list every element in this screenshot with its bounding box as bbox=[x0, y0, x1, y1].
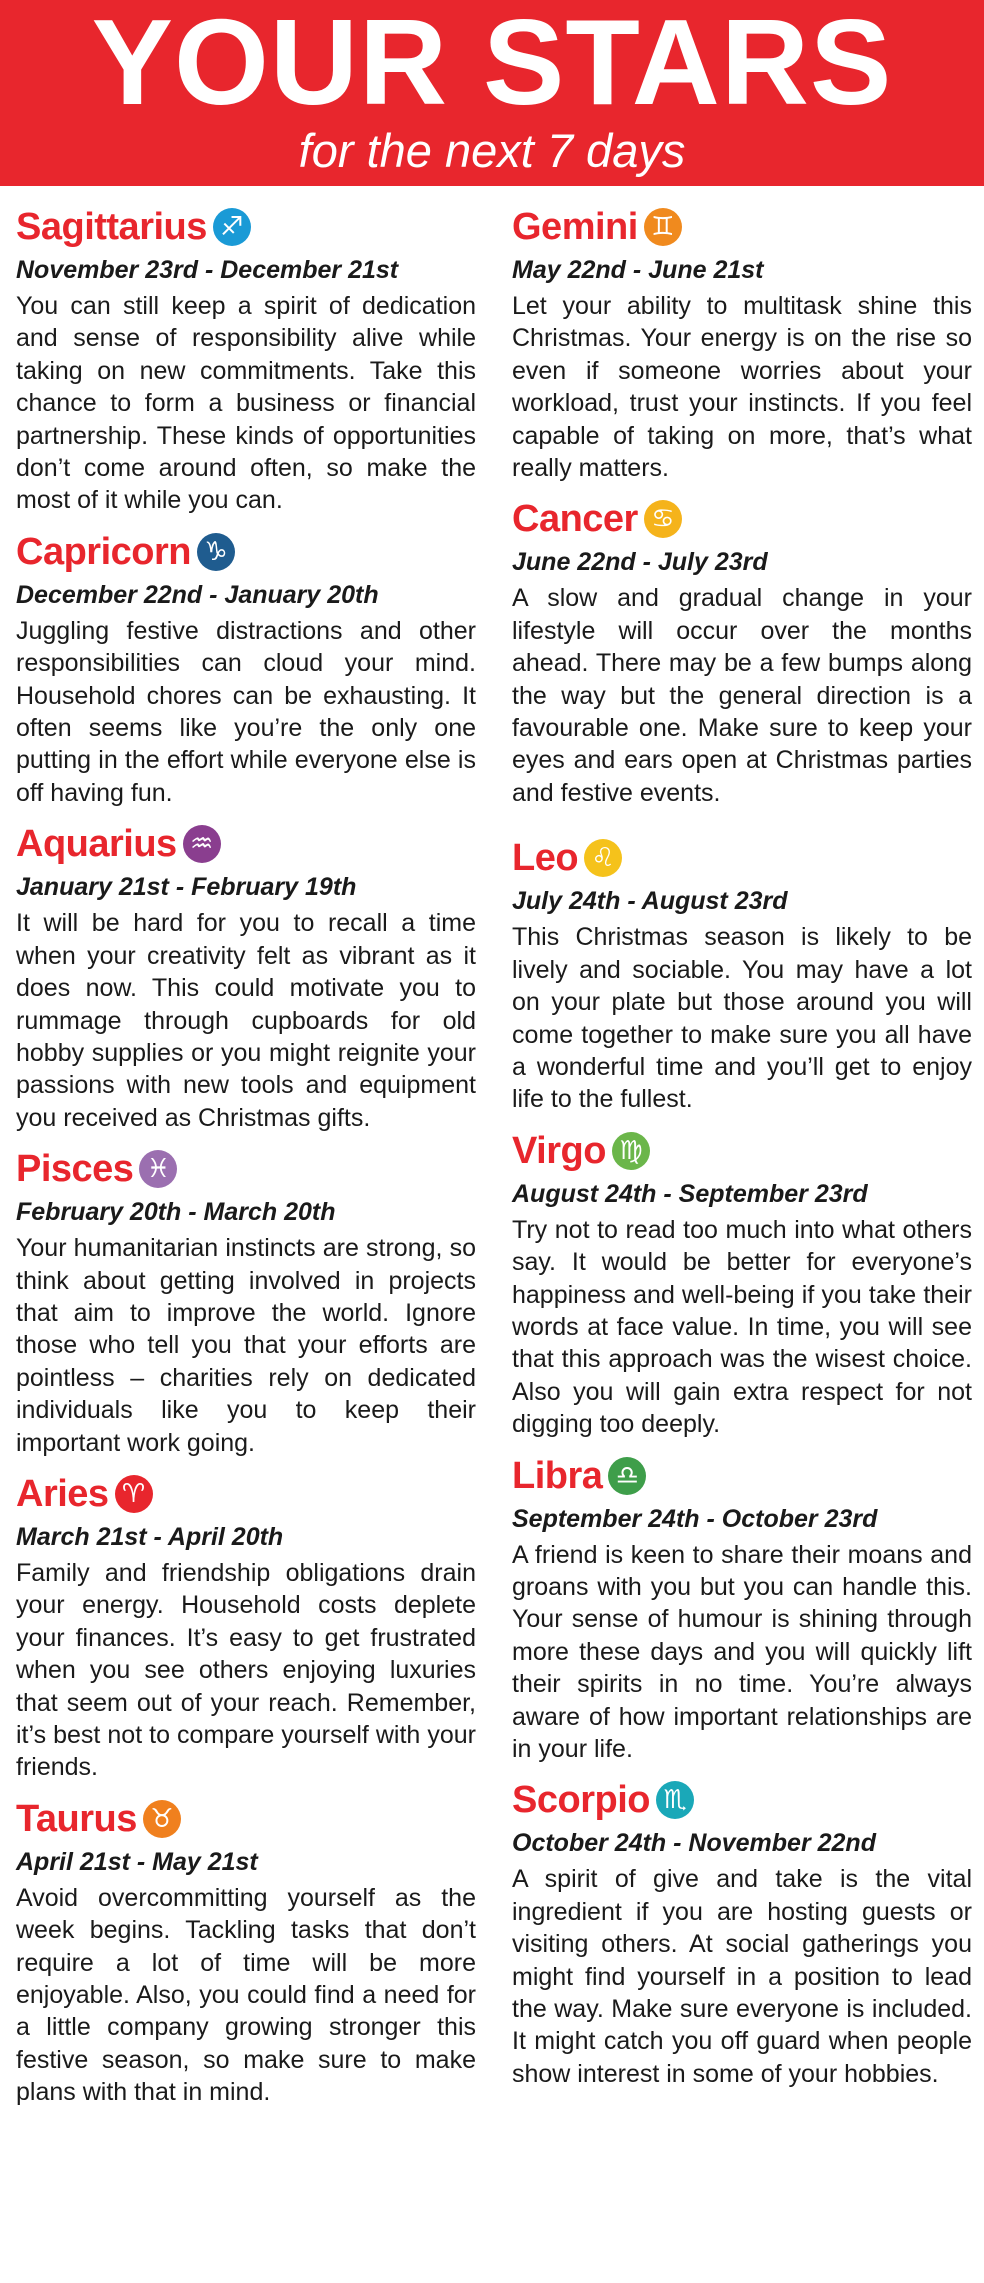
capricorn-icon: ♑ bbox=[197, 533, 235, 571]
sign-name: Leo bbox=[512, 837, 579, 880]
sign-dates: September 24th - October 23rd bbox=[512, 1504, 878, 1533]
page-header bbox=[0, 0, 984, 186]
cancer-icon: ♋ bbox=[644, 500, 682, 538]
sign-name: Aquarius bbox=[16, 823, 177, 866]
sign-dates: December 22nd - January 20th bbox=[16, 580, 379, 609]
sign-text: This Christmas season is likely to be lively and sociable. You may have a lot on your plate but those around you will come together to make sure you all have a wonderful time and you’ll get to enjoy life to the fullest. bbox=[512, 923, 972, 1114]
taurus-icon: ♉ bbox=[143, 1800, 181, 1838]
sign-text: You can still keep a spirit of dedication and sense of responsibility alive while taking on new commitments. Take this chance to form a business or financial partnership. These kinds of opportunities don’t come around often, so make the most of it while you can. bbox=[16, 292, 476, 515]
sign-pisces bbox=[16, 1142, 476, 1459]
sign-sagittarius bbox=[16, 200, 476, 517]
page-title: YOUR STARS bbox=[91, 0, 893, 130]
page-subtitle: for the next 7 days bbox=[298, 124, 686, 177]
sign-text: It will be hard for you to recall a time when your creativity felt as vibrant as it does now. This could motivate you to rummage through cupboards for old hobby supplies or you might reignite your passions with new tools and equipment you received as Christmas gifts. bbox=[16, 909, 476, 1132]
aries-icon: ♈ bbox=[115, 1475, 153, 1513]
sign-name: Capricorn bbox=[16, 530, 191, 573]
sign-name: Sagittarius bbox=[16, 206, 207, 248]
left-column bbox=[16, 200, 476, 2117]
sign-dates: November 23rd - December 21st bbox=[16, 256, 399, 284]
sign-text: A friend is keen to share their moans and groans with you but you can handle this. Your sense of humour is shining through more these days and you will quickly lift their spirits in no time. You’re always aware of how important relationships are in your life. bbox=[512, 1540, 972, 1763]
sign-taurus bbox=[16, 1792, 476, 2109]
sign-name: Scorpio bbox=[512, 1779, 650, 1822]
sign-dates: May 22nd - June 21st bbox=[512, 256, 764, 284]
sign-virgo bbox=[512, 1124, 972, 1441]
scorpio-icon: ♏ bbox=[656, 1781, 694, 1819]
sign-dates: April 21st - May 21st bbox=[16, 1847, 258, 1876]
sign-dates: October 24th - November 22nd bbox=[512, 1829, 876, 1858]
sign-cancer bbox=[512, 492, 972, 809]
sign-text: Your humanitarian instincts are strong, so think about getting involved in projects that aim to improve the world. Ignore those who tell you that your efforts are pointless – charities rely on dedicated individuals like you to keep their important work going. bbox=[16, 1234, 476, 1457]
sign-name: Libra bbox=[512, 1454, 603, 1497]
gemini-icon: ♊ bbox=[644, 208, 682, 246]
leo-icon: ♌ bbox=[584, 839, 622, 877]
sign-dates: August 24th - September 23rd bbox=[512, 1179, 868, 1208]
sign-name: Pisces bbox=[16, 1148, 134, 1191]
libra-icon: ♎ bbox=[608, 1457, 646, 1495]
sign-dates: January 21st - February 19th bbox=[16, 873, 357, 902]
sign-text: Juggling festive distractions and other responsibilities can cloud your mind. Household chores can be exhausting. It often seems like you’re the only one putting in the effort while everyone else is off having fun. bbox=[16, 616, 476, 807]
pisces-icon: ♓ bbox=[139, 1150, 177, 1188]
sign-name: Taurus bbox=[16, 1797, 137, 1840]
sign-text: A slow and gradual change in your lifestyle will occur over the months ahead. There may be a few bumps along the way but the general direction is a favourable one. Make sure to keep your eyes and ears open at Christmas parties and festive events. bbox=[512, 584, 972, 807]
sign-text: Avoid overcommitting yourself as the week begins. Tackling tasks that don’t require a lot of time will be more enjoyable. Also, you could find a need for a little company growing stronger this festive season, so make sure to make plans with that in mind. bbox=[16, 1883, 476, 2107]
aquarius-icon: ♒ bbox=[183, 825, 221, 863]
virgo-icon: ♍ bbox=[612, 1132, 650, 1170]
sign-dates: February 20th - March 20th bbox=[16, 1198, 336, 1227]
sign-name: Aries bbox=[16, 1472, 109, 1515]
sign-libra bbox=[512, 1449, 972, 1766]
sign-leo bbox=[512, 831, 972, 1115]
sign-text: Try not to read too much into what others say. It would be better for everyone’s happiness and well-being if you take their words at face value. In time, you will see that this approach was the wisest choice. Also you will gain extra respect for not digging too deeply. bbox=[512, 1215, 972, 1439]
sign-text: A spirit of give and take is the vital ingredient if you are hosting guests or visiting others. At social gatherings you might find yourself in a position to lead the way. Make sure everyone is included. It might catch you off guard when people show interest in some of your hobbies. bbox=[512, 1865, 972, 2088]
sign-aquarius bbox=[16, 817, 476, 1134]
sign-name: Gemini bbox=[512, 206, 638, 248]
sign-scorpio bbox=[512, 1773, 972, 2090]
sign-dates: March 21st - April 20th bbox=[16, 1522, 284, 1551]
sagittarius-icon: ♐ bbox=[213, 208, 251, 246]
sign-gemini bbox=[512, 200, 972, 484]
sign-name: Cancer bbox=[512, 498, 638, 541]
right-column bbox=[512, 200, 972, 2098]
sign-text: Family and friendship obligations drain your energy. Household costs deplete your finances. It’s easy to get frustrated when you see others enjoying luxuries that seem out of your reach. Remember, it’s best not to compare yourself with your friends. bbox=[16, 1558, 476, 1782]
sign-text: Let your ability to multitask shine this Christmas. Your energy is on the rise so even if someone worries about your workload, trust your instincts. If you feel capable of taking on more, that’s what really matters. bbox=[512, 292, 972, 483]
sign-dates: June 22nd - July 23rd bbox=[512, 548, 768, 577]
sign-dates: July 24th - August 23rd bbox=[512, 887, 788, 916]
sign-capricorn bbox=[16, 525, 476, 809]
sign-aries bbox=[16, 1467, 476, 1784]
sign-name: Virgo bbox=[512, 1129, 606, 1172]
